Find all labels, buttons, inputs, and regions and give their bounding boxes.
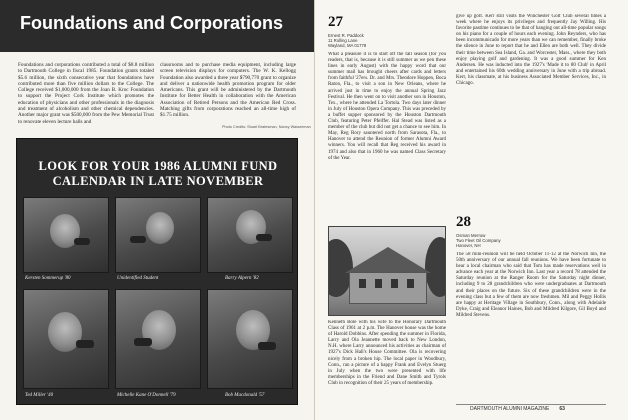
calendar-headline: LOOK FOR YOUR 1986 ALUMNI FUND CALENDAR IN LATE NOVEMBER xyxy=(38,159,278,188)
class-number-27: 27 xyxy=(328,14,343,30)
class-secretary-28: Osman Merrow Two Fleet Oil Company Hanover, NH xyxy=(456,233,501,249)
photo-caller-3 xyxy=(207,197,293,273)
class-notes-col-4: The 58 mini-reunion will be held October 11-12 at the Norwich Inn, the 50th anniversary of our annual fall reunions. We have been fortunate to hear a local chairman who said that Tom has made reservations well in advance each year at the Norwich Inn. Last year a record 78 attended the Saturday reunion at the Ranger Room for the Saturday night dinner, including 9 to 28 grandchildren who were undergraduates at Dartmouth and their places on the future. Six of these grandchildren were in the evening class but a few of them are now freshmen. Mil and Peggy Hollis are happy at Heritage Village in Southbury, Conn., along with Adelaide Dyke, Craig and Eleanor Haines, Bob and Mildred Kilgore, Gil Boyd and Mildred Stevens. xyxy=(456,252,606,318)
section-banner xyxy=(0,0,314,52)
photo-caption: Bob Macdonald '57 xyxy=(225,393,265,398)
class-notes-col-1: What a pleasure it is to start off the fall season (for you readers, that is, because it is still summer as we pen these lines in early August) with the happy word that our summer mail has brought cheers after cards and letters from faithful '27ers. Dr. and Mrs. Theodore Hoppen, Boca Raton, Fla., to visit a son in New Orleans, where he arrived just in time to enjoy the annual Spring Jazz Festival. He then went on to visit another son in Houston, Tex., where he attended La Tortola. Two days later dinner in July of Houston Opera Company. This was preceded by a buffet supper sponsored by the Houston Dartmouth Club, featuring Peter Pfeiffer. Hal Stead was listed as a member of the club but did not get a chance to see him. In May, Reg Rory sauntered north from Sarasota, Fla., to Hanover to attend the Reunion of former Alumni Award winners. You will recall that Reg received his award in 1974 and also that in 1960 he was named Class Secretary of the Year. xyxy=(328,52,446,161)
photo-caller-5 xyxy=(115,289,201,389)
section-title: Foundations and Corporations xyxy=(20,13,283,33)
intro-column-1: Foundations and corporations contributed a total of $8.8 million to Dartmouth College in fiscal 1985. Foundation grants totaled $5.6 million, the sixth consecutive year that foundations have contributed more than five million dollars to the College. The College received $1,000,000 from the Joan B. Kroc Foundation to support the Project Cork Institute which promotes the education of physicians and other professionals in the diagnosis and treatment of alcoholism and other chemical dependencies. Another major grant was $500,000 from the Pew Memorial Trust to renovate eleven lecture halls and xyxy=(18,62,154,125)
class-notes-col-2: Kenneth Bole with his wife to the Honorary Dartmouth Class of 1961 at 2 p.m. The Hanover house was the home of Harold Dobbins. After spending the summer in Florida, Larry and Ola Jeannette moved back to New London, N.H. where Larry announced his activities as chairman of 1927's Dick Hall's House Committee. Ola is recovering nicely from a broken hip. The local paper in Woodbury, Conn., ran a picture of a happy Frank and Evelyn Stuerg in July when the two were presented with life memberships in the Friend and Dane Smith and Tyrols Club in recognition of their 25 years of membership. xyxy=(328,320,446,386)
photo-caption: Ted Miller '40 xyxy=(25,393,54,398)
class-notes-col-3: give up golf. Kerr still visits the Winchester Golf Club several times a week where he enjoys its privileges and frequently Jay Willing. His favorite pastime continues to be that of hanging out all-time popular songs on his piano for a couple of hours each evening. John Reynders, who has been incommunicado for more years than we can remember, finally broke the silence in June to report that he and Ellen are both well. They divide their time between Sea Island, Ga. and Worcester, Mass., where they both enjoy playing golf and gardening. It was a good summer for Ken Andersen. He was inducted into the 1927's 'Made it to 80 Club' in April and entertained his 60th wedding anniversary in June with a trip abroad. Kerr, his classmate, at his business Associated Member Services, Inc., in Chicago. xyxy=(456,14,606,87)
photo-caption: Michelle Kane O'Donnell '79 xyxy=(117,393,176,398)
footer-rule xyxy=(456,404,606,405)
photo-caption: Barry Alpern '82 xyxy=(225,276,259,281)
house-photo xyxy=(328,226,446,316)
page-footer xyxy=(470,406,565,412)
photo-caption: Kersten Sommerup '80 xyxy=(25,276,71,281)
class-number-28: 28 xyxy=(456,214,471,230)
photo-caption: Unidentified Student xyxy=(117,276,159,281)
magazine-name: DARTMOUTH ALUMNI MAGAZINE xyxy=(470,406,550,412)
photo-caller-6 xyxy=(207,289,293,389)
photo-caller-4 xyxy=(23,289,109,389)
class-secretary-27: Ernest R. Paddock 11 Rolling Lane Wayland, MA 01778 xyxy=(328,33,367,49)
photo-caller-1 xyxy=(23,197,109,273)
photo-caller-2 xyxy=(115,197,201,273)
intro-column-2: classrooms and to purchase media equipment, including large screen television displays for computers. The W. K. Kellogg Foundation also awarded a three year $790,770 grant to organize and deliver a nationwide health promotion program for older Americans. This grant will be administered by the Dartmouth Institute for Better Health in collaboration with the American Association of Retired Persons and the American Red Cross. Matching gifts from corporations reached an all-time high of $1.75 million. xyxy=(160,62,296,119)
photo-credit: Photo Credits: Stuart Bratesman, Nancy Wasserman xyxy=(222,125,311,129)
page-number: 63 xyxy=(559,406,565,412)
calendar-photo-panel xyxy=(16,138,298,405)
